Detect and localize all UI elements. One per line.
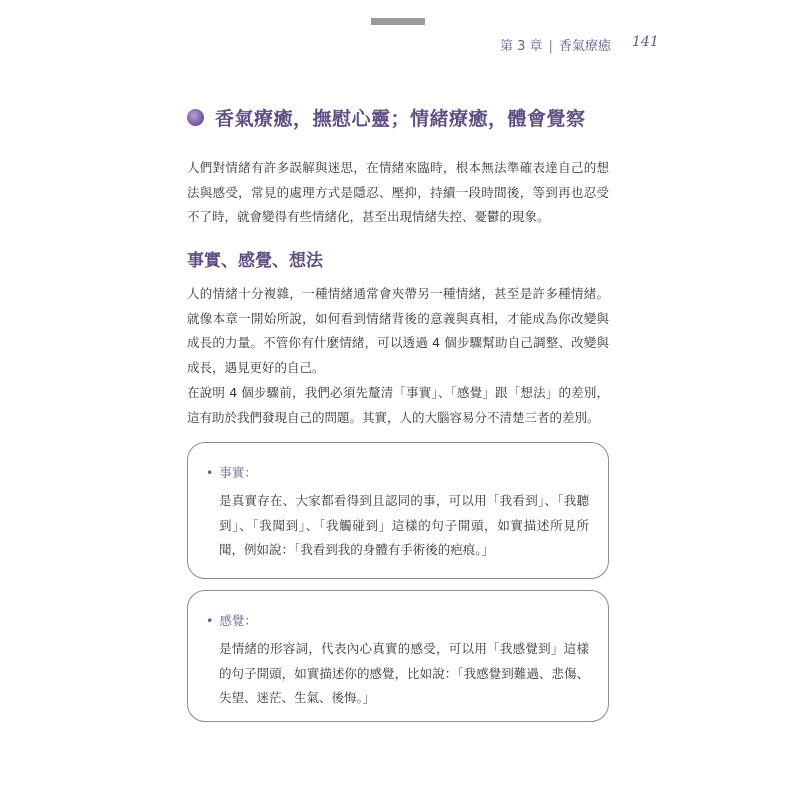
bullet-icon: • <box>206 613 214 628</box>
header-separator: | <box>548 39 553 54</box>
bullet-icon: • <box>206 465 214 480</box>
fact-definition-box <box>187 442 609 579</box>
purple-dot-icon <box>187 109 204 126</box>
page-number: 141 <box>632 34 659 50</box>
running-head <box>500 35 660 54</box>
chapter-title: 香氣療癒 <box>558 39 611 54</box>
intro-paragraph: 人們對情緒有許多誤解與迷思，在情緒來臨時，根本無法準確表達自己的想法與感受，常見的處理方式是隱忍、壓抑，持續一段時間後，等到再也忍受不了時，就會變得有些情緒化，甚至出現情緒失控、憂鬱的現象。 <box>187 160 609 224</box>
box-text: 是情緒的形容詞，代表內心真實的感受，可以用「我感覺到」這樣的句子開頭，如實描述你的感覺，比如說：「我感覺到難過、悲傷、失望、迷茫、生氣、後悔。」 <box>219 641 589 705</box>
feeling-definition-box <box>187 590 609 722</box>
body-paragraph-2: 在說明 4 個步驟前，我們必須先釐清「事實」、「感覺」跟「想法」的差別，這有助於我們發現自己的問題。其實，人的大腦容易分不清楚三者的差別。 <box>187 385 609 425</box>
box-heading-label: 感覺： <box>219 613 257 628</box>
box-heading <box>206 611 257 629</box>
subsection-title: 事實、感覺、想法 <box>187 251 323 271</box>
chapter-label: 第 3 章 <box>500 39 543 54</box>
body-paragraph-1: 人的情緒十分複雜，一種情緒通常會夾帶另一種情緒，甚至是許多種情緒。就像本章一開始所說，如何看到情緒背後的意義與真相，才能成為你改變與成長的力量。不管你有什麼情緒，可以透過 4 個步驟幫助自己調整、改變與成長，遇見更好的自己。 <box>187 286 609 375</box>
box-heading <box>206 463 257 481</box>
page-tab-marker <box>371 18 425 25</box>
section-title: 香氣療癒，撫慰心靈；情緒療癒，體會覺察 <box>215 108 586 130</box>
box-heading-label: 事實： <box>219 465 257 480</box>
section-heading <box>187 104 586 131</box>
box-text: 是真實存在、大家都看得到且認同的事，可以用「我看到」、「我聽到」、「我聞到」、「我觸碰到」這樣的句子開頭，如實描述所見所聞，例如說：「我看到我的身體有手術後的疤痕。」 <box>219 493 589 557</box>
